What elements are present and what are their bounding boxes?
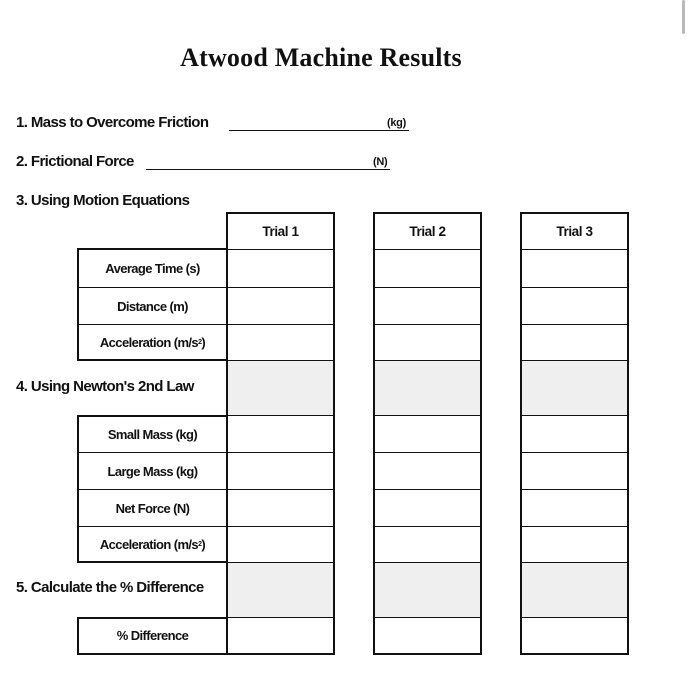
section-percent-difference: 5. Calculate the % Difference [16, 579, 204, 596]
trial-1-row-line [227, 452, 334, 453]
row-label-acceleration-newton [79, 527, 226, 562]
row-label-large-mass: Large Mass (kg) [107, 463, 198, 479]
trial-3-header: Trial 3 [556, 224, 593, 239]
force-unit-underline [372, 169, 390, 170]
section-newtons-law: 4. Using Newton's 2nd Law [16, 378, 194, 395]
trial-3-row-line [521, 287, 628, 288]
trial-2-column [373, 212, 482, 655]
trial-1-row-line [227, 526, 334, 527]
trial-3-row-line [521, 360, 628, 361]
trial-3-row-line [521, 562, 628, 563]
force-answer-line[interactable] [146, 169, 372, 170]
trial-2-row-line [374, 452, 481, 453]
scrollbar[interactable] [682, 0, 685, 34]
trial-3-row-line [521, 617, 628, 618]
squared-superscript: 2 [198, 339, 202, 346]
trial-3-column [520, 212, 629, 655]
row-label-percent-difference: % Difference [116, 628, 189, 643]
trial-3-row-line [521, 249, 628, 250]
frictional-force-label: 2. Frictional Force [16, 153, 134, 170]
trial-2-row-line [374, 489, 481, 490]
mass-unit: (kg) [387, 117, 406, 129]
row-label-distance: Distance (m) [117, 298, 188, 314]
trial-1-row-line [227, 360, 334, 361]
row-label-net-force: Net Force (N) [115, 500, 190, 516]
page-title: Atwood Machine Results [180, 43, 462, 72]
trial-2-row-line [374, 360, 481, 361]
trial-2-row-line [374, 415, 481, 416]
trial-3-row-line [521, 526, 628, 527]
row-label-acceleration-motion [79, 325, 226, 360]
acceleration-motion-text: Acceleration (m/s [99, 335, 199, 350]
squared-superscript: 2 [198, 541, 202, 548]
mass-to-overcome-friction-label: 1. Mass to Overcome Friction [16, 114, 209, 131]
row-label-average-time: Average Time (s) [105, 261, 200, 276]
mass-answer-line[interactable] [229, 130, 387, 131]
trial-1-row-line [227, 324, 334, 325]
trial-1-header: Trial 1 [262, 224, 299, 239]
closing-paren: ) [201, 335, 206, 350]
trial-2-row-line [374, 562, 481, 563]
trial-1-row-line [227, 489, 334, 490]
trial-1-row-line [227, 617, 334, 618]
trial-1-row-line [227, 562, 334, 563]
trial-3-row-line [521, 489, 628, 490]
acceleration-newton-text: Acceleration (m/s [99, 537, 199, 552]
row-label-small-mass: Small Mass (kg) [107, 426, 198, 442]
trial-3-row-line [521, 415, 628, 416]
section-motion-equations: 3. Using Motion Equations [16, 192, 190, 209]
trial-2-row-line [374, 324, 481, 325]
trial-2-row-line [374, 617, 481, 618]
trial-1-row-line [227, 249, 334, 250]
trial-1-column [226, 212, 335, 655]
trial-2-row-line [374, 249, 481, 250]
trial-2-header: Trial 2 [409, 224, 446, 239]
mass-unit-underline [387, 130, 409, 131]
force-unit: (N) [373, 156, 388, 168]
trial-3-row-line [521, 452, 628, 453]
trial-1-row-line [227, 287, 334, 288]
closing-paren: ) [201, 537, 206, 552]
trial-3-row-line [521, 324, 628, 325]
trial-2-row-line [374, 287, 481, 288]
trial-2-row-line [374, 526, 481, 527]
trial-1-row-line [227, 415, 334, 416]
